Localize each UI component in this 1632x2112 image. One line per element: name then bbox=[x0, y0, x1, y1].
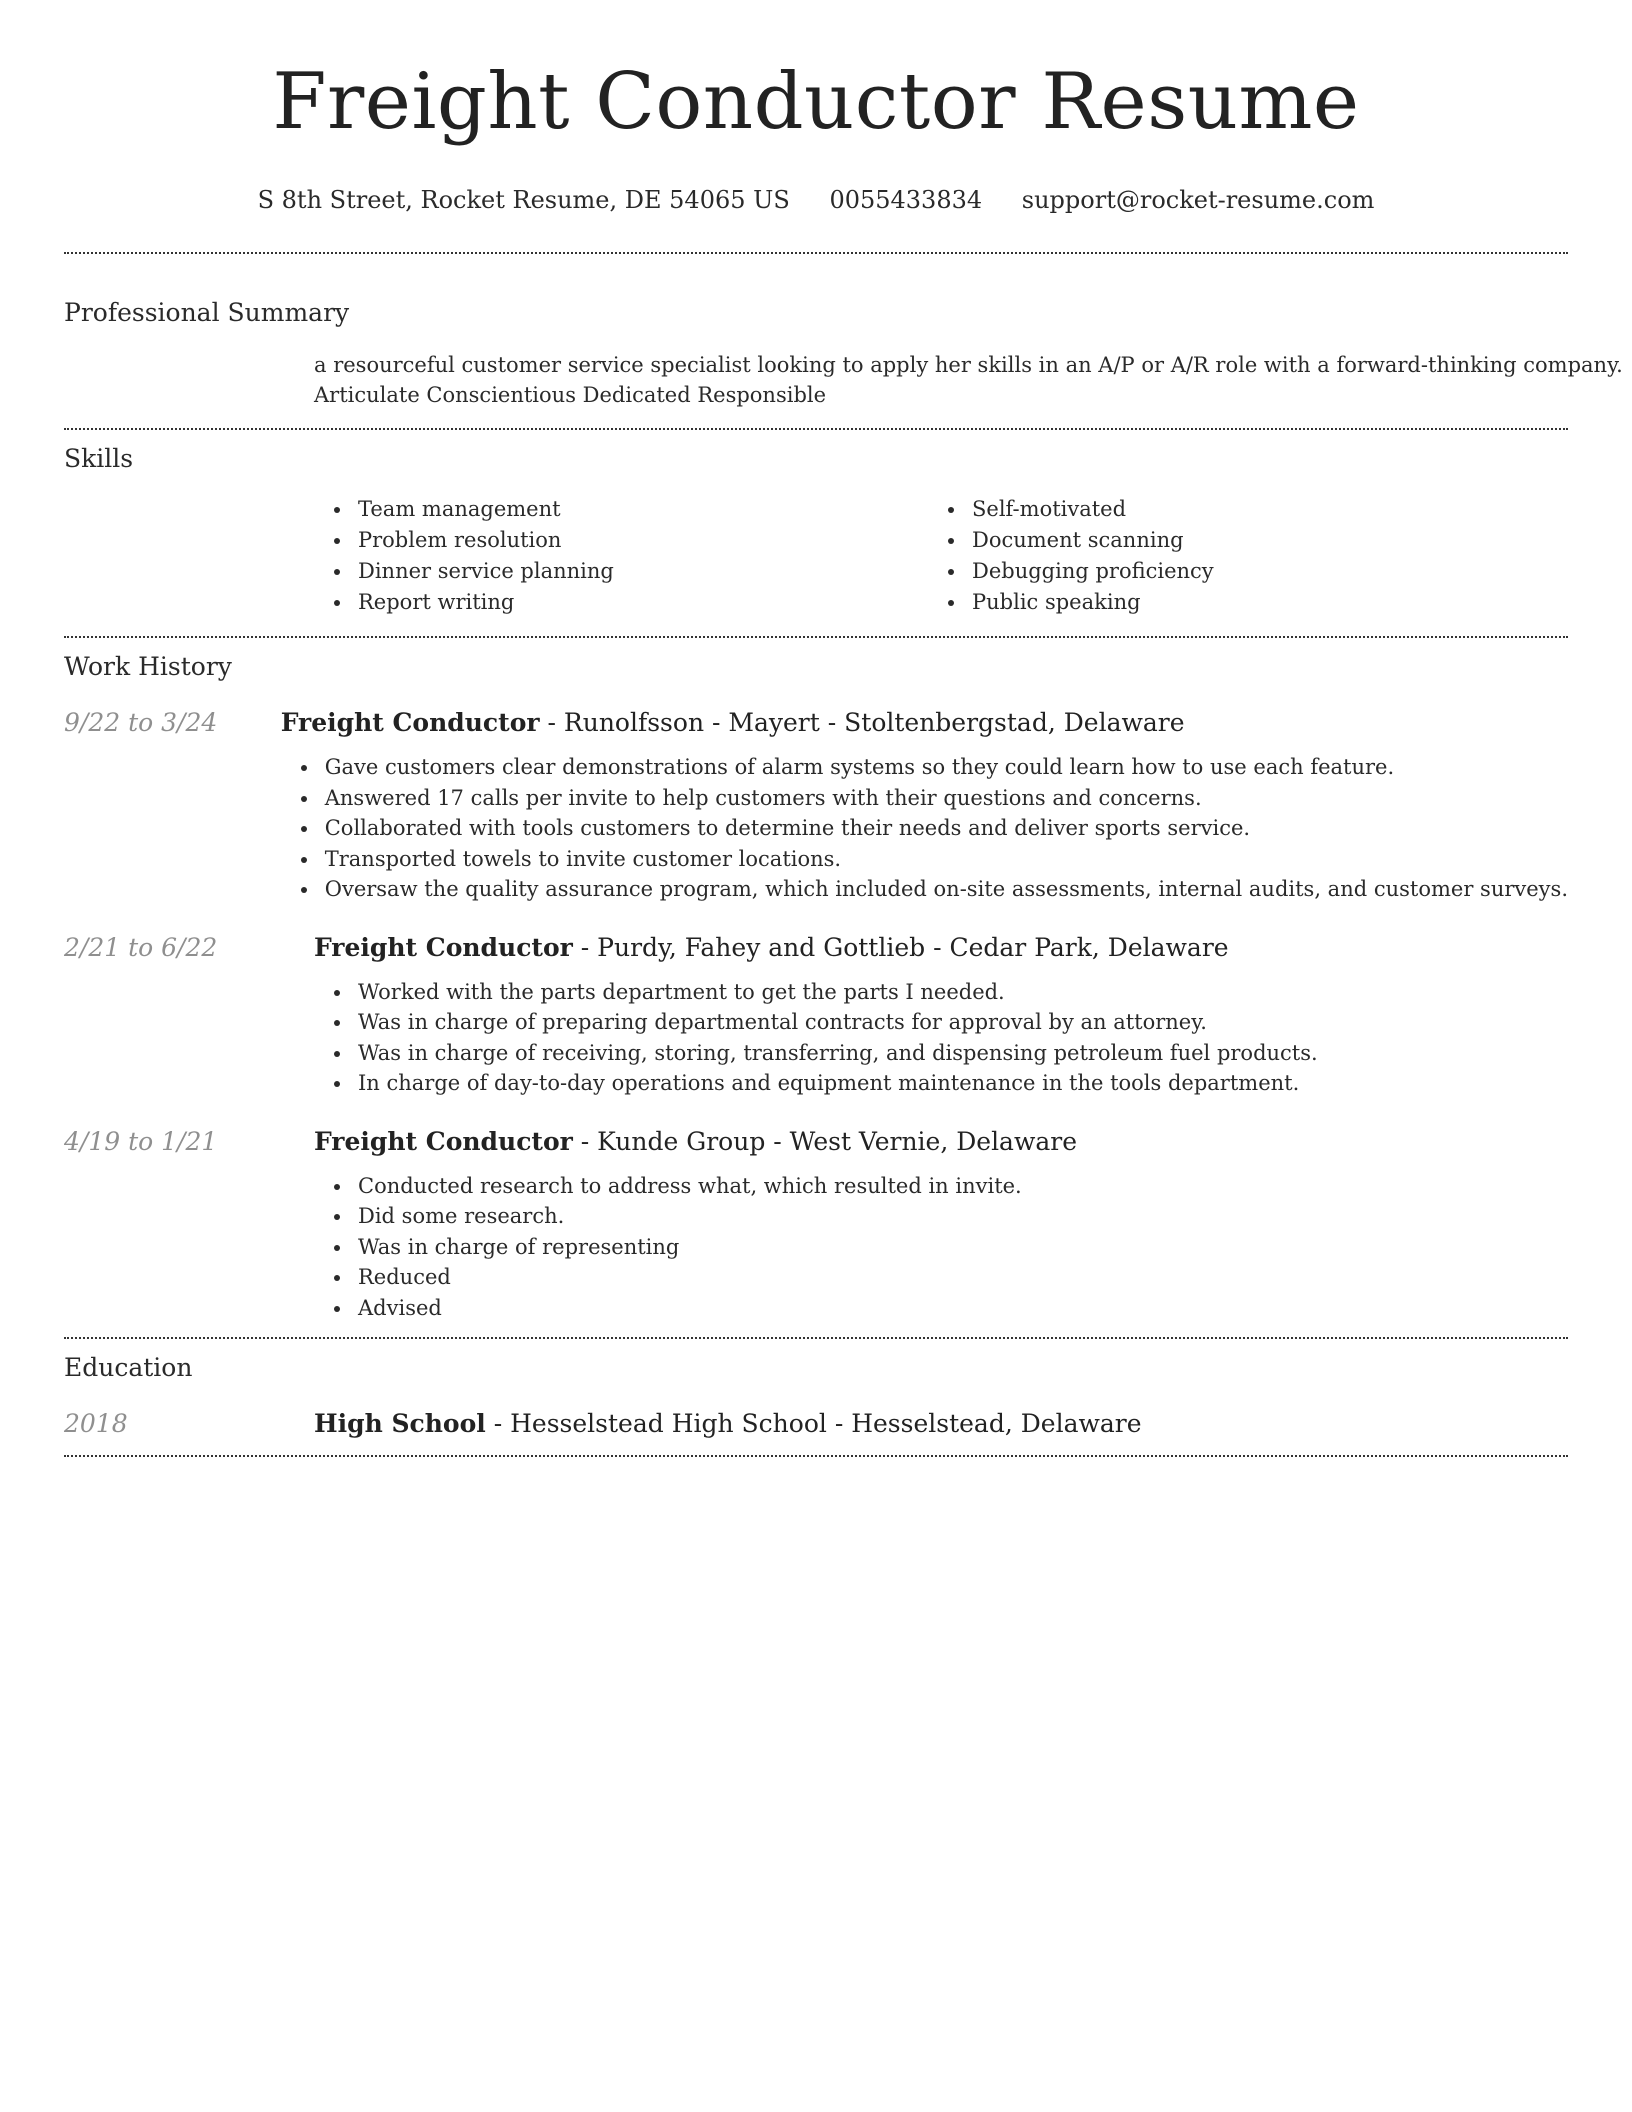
skills-list bbox=[314, 494, 1568, 618]
resume-title: Freight Conductor Resume bbox=[272, 57, 1360, 147]
job-date: 9/22 to 3/24 bbox=[64, 708, 218, 737]
job-date: 4/19 to 1/21 bbox=[64, 1126, 218, 1156]
education-school: - Hesselstead High School - Hesselstead, Delaware bbox=[485, 1409, 1142, 1438]
job-duty: Collaborated with tools customers to determine their needs and deliver sports service. bbox=[281, 813, 1568, 844]
job-role: Freight Conductor bbox=[280, 708, 540, 737]
contact-email: support@rocket-resume.com bbox=[1021, 186, 1375, 214]
job-duties bbox=[314, 1171, 1568, 1324]
job-role: Freight Conductor bbox=[314, 932, 573, 962]
job-entry bbox=[64, 931, 1568, 1099]
work-history-heading: Work History bbox=[64, 652, 232, 681]
job-heading bbox=[314, 931, 1568, 965]
education-entry bbox=[64, 1407, 1568, 1441]
job-duties bbox=[281, 752, 1568, 905]
job-duty: In charge of day-to-day operations and equipment maintenance in the tools department. bbox=[314, 1068, 1568, 1099]
contact-phone: 0055433834 bbox=[829, 186, 983, 214]
summary-line: a resourceful customer service specialist looking to apply her skills in an A/P or A/R role with a forward-thinking company. bbox=[314, 353, 1623, 377]
job-body bbox=[314, 931, 1568, 1099]
job-employer: - Purdy, Fahey and Gottlieb - Cedar Park, Delaware bbox=[572, 932, 1229, 962]
skills-heading: Skills bbox=[64, 444, 134, 473]
job-date: 2/21 to 6/22 bbox=[64, 932, 218, 962]
skill-item: Problem resolution bbox=[314, 525, 928, 556]
summary-heading: Professional Summary bbox=[64, 298, 350, 327]
education-degree: High School bbox=[314, 1409, 486, 1438]
job-duty: Reduced bbox=[314, 1262, 1568, 1293]
contact-address: S 8th Street, Rocket Resume, DE 54065 US bbox=[257, 186, 790, 214]
skill-item: Debugging proficiency bbox=[928, 556, 1542, 587]
job-employer: - Runolfsson - Mayert - Stoltenbergstad, Delaware bbox=[539, 708, 1185, 737]
contact-line bbox=[64, 184, 1568, 216]
job-body bbox=[281, 706, 1568, 905]
job-entry bbox=[64, 706, 1568, 905]
job-duty: Was in charge of representing bbox=[314, 1232, 1568, 1263]
skill-item: Document scanning bbox=[928, 525, 1542, 556]
summary-text bbox=[314, 350, 1623, 410]
job-heading bbox=[314, 1125, 1568, 1159]
skills-column-left bbox=[314, 494, 928, 618]
education-date: 2018 bbox=[64, 1409, 128, 1438]
job-duty: Did some research. bbox=[314, 1201, 1568, 1232]
skill-item: Public speaking bbox=[928, 587, 1542, 618]
job-duty: Conducted research to address what, which resulted in invite. bbox=[314, 1171, 1568, 1202]
resume-header bbox=[64, 0, 1568, 216]
job-duty: Transported towels to invite customer locations. bbox=[281, 844, 1568, 875]
job-duty: Was in charge of receiving, storing, transferring, and dispensing petroleum fuel products. bbox=[314, 1038, 1568, 1069]
job-employer: - Kunde Group - West Vernie, Delaware bbox=[572, 1126, 1078, 1156]
job-duty: Was in charge of preparing departmental contracts for approval by an attorney. bbox=[314, 1007, 1568, 1038]
job-duty: Answered 17 calls per invite to help customers with their questions and concerns. bbox=[281, 783, 1568, 814]
section-divider bbox=[64, 636, 1568, 638]
job-body bbox=[314, 1125, 1568, 1324]
job-duty: Worked with the parts department to get the parts I needed. bbox=[314, 977, 1568, 1008]
section-divider bbox=[64, 428, 1568, 430]
job-duty: Oversaw the quality assurance program, which included on-site assessments, internal audits, and customer surveys. bbox=[281, 874, 1568, 905]
section-divider bbox=[64, 1337, 1568, 1339]
skill-item: Dinner service planning bbox=[314, 556, 928, 587]
summary-traits: Articulate Conscientious Dedicated Responsible bbox=[314, 383, 827, 407]
skill-item: Report writing bbox=[314, 587, 928, 618]
job-duty: Gave customers clear demonstrations of alarm systems so they could learn how to use each feature. bbox=[281, 752, 1568, 783]
education-heading-line bbox=[314, 1407, 1142, 1441]
section-divider bbox=[64, 1455, 1568, 1457]
job-role: Freight Conductor bbox=[314, 1126, 573, 1156]
section-divider bbox=[64, 252, 1568, 254]
education-heading: Education bbox=[64, 1353, 193, 1382]
skill-item: Self-motivated bbox=[928, 494, 1542, 525]
skills-column-right bbox=[928, 494, 1542, 618]
job-duties bbox=[314, 977, 1568, 1099]
job-heading bbox=[281, 706, 1568, 740]
skill-item: Team management bbox=[314, 494, 928, 525]
job-duty: Advised bbox=[314, 1293, 1568, 1324]
job-entry bbox=[64, 1125, 1568, 1324]
